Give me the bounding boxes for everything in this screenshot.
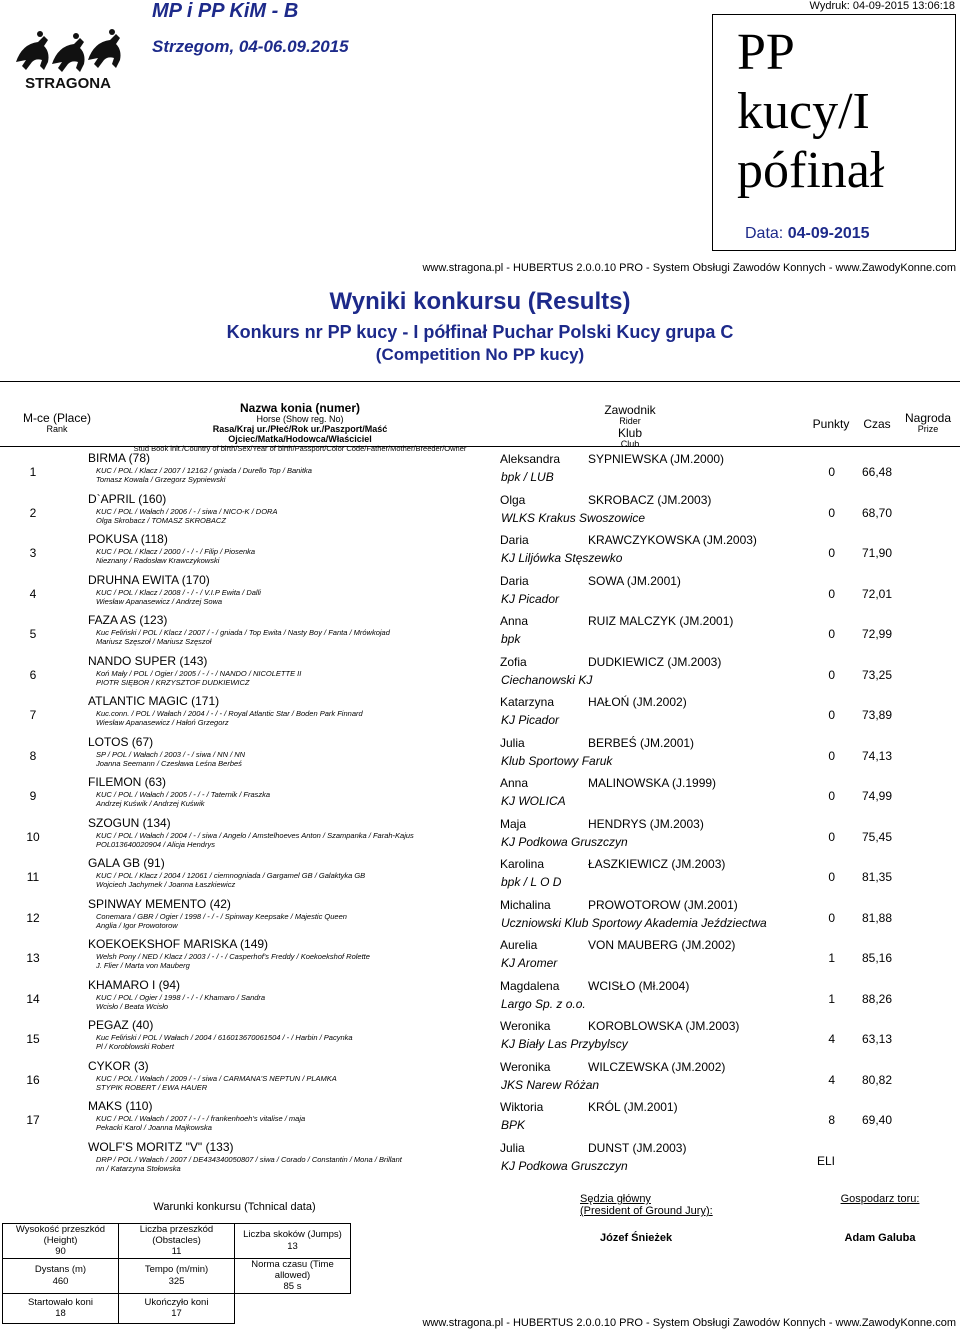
horse-name: DRUHNA EWITA (170) [88,573,210,587]
horse-pedigree: Kuc Feliński / POL / Wałach / 2004 / 616013670061504 / - / Harbin / Pacynka [96,1033,353,1042]
result-rank: 11 [26,870,40,884]
horse-details [96,993,496,1011]
result-rank: 16 [26,1073,40,1087]
club-name: bpk [501,632,521,646]
rider-first-name: Weronika [500,1019,551,1033]
horse-pedigree: SP / POL / Wałach / 2003 / - / siwa / NN / NN [96,750,246,759]
result-time: 73,25 [861,668,892,682]
result-rank: 10 [26,830,40,844]
result-time: 74,13 [861,749,892,763]
horse-pedigree: Kuc Feliński / POL / Klacz / 2007 / - / gniada / Top Ewita / Nasty Boy / Fanta / Mrówkojad [96,628,390,637]
horse-pedigree: Welsh Pony / NED / Klacz / 2003 / - / - / Casperhof's Freddy / Koekoekshof Rolette [96,952,370,961]
col-rider: Zawodnik Rider Klub Club [604,403,656,450]
result-points: 4 [828,1032,835,1046]
club-name: Largo Sp. z o.o. [501,997,586,1011]
club-name: Klub Sportowy Faruk [501,754,613,768]
horse-details [96,547,496,565]
horse-owner: Wojciech Jachymek / Joanna Łaszkiewicz [96,880,236,889]
horse-details [96,1033,496,1051]
result-time: 68,70 [861,506,892,520]
table-header [0,381,960,453]
result-rank: 2 [29,506,37,520]
horse-owner: Tomasz Kowala / Grzegorz Sypniewski [96,475,226,484]
club-name: bpk / LUB [501,470,554,484]
result-row [0,1099,960,1139]
rider-last-name: SOWA (JM.2001) [588,574,681,588]
rider-first-name: Weronika [500,1060,551,1074]
horse-details [96,790,496,808]
rider-first-name: Aurelia [500,938,538,952]
horse-owner: Wcisło / Beata Wcisło [96,1002,169,1011]
rider-last-name: DUNST (JM.2003) [588,1141,687,1155]
result-row [0,856,960,896]
horse-name: KHAMARO I (94) [88,978,181,992]
results-title: Wyniki konkursu (Results) [329,288,631,315]
result-rank: 8 [29,749,37,763]
result-time: 81,35 [861,870,892,884]
result-points: 4 [828,1073,835,1087]
horse-name: FILEMON (63) [88,775,167,789]
rider-first-name: Michalina [500,898,551,912]
rider-last-name: VON MAUBERG (JM.2002) [588,938,736,952]
horse-name: PEGAZ (40) [88,1018,154,1032]
class-name: PP kucy/I pófinał [737,24,885,199]
rider-last-name: PROWOTOROW (JM.2001) [588,898,738,912]
result-time: 72,01 [861,587,892,601]
horse-details [96,750,496,768]
host-label: Gospodarz toru: [840,1193,920,1205]
result-points: 0 [828,708,835,722]
horse-owner: Joanna Seemann / Czesława Leśna Berbeś [96,759,242,768]
result-row [0,654,960,694]
rider-last-name: SKROBACZ (JM.2003) [588,493,712,507]
horse-name: GALA GB (91) [88,856,165,870]
result-row [0,1018,960,1058]
result-points: 0 [828,668,835,682]
stragona-logo [8,22,128,92]
rider-first-name: Wiktoria [500,1100,544,1114]
club-name: KJ WOLICA [501,794,566,808]
result-time: 81,88 [861,911,892,925]
horse-details [96,709,496,727]
horse-details [96,952,496,970]
result-time: 63,13 [861,1032,892,1046]
rider-last-name: WILCZEWSKA (JM.2002) [588,1060,726,1074]
class-date-value: 04-09-2015 [787,225,870,242]
horse-details [96,628,496,646]
result-row [0,978,960,1018]
tech-height: Wysokość przeszkód (Height) 90 [3,1223,119,1258]
result-points: 0 [828,789,835,803]
result-time: 71,90 [861,546,892,560]
result-row [0,1140,960,1180]
horse-owner: STYPIK ROBERT / EWA HAUER [96,1083,208,1092]
club-name: KJ Podkowa Gruszczyn [501,835,628,849]
horse-details [96,507,496,525]
horse-details [96,1155,496,1173]
horse-name: CYKOR (3) [88,1059,149,1073]
result-rank: 15 [26,1032,40,1046]
result-row [0,775,960,815]
result-row [0,735,960,775]
result-row [0,897,960,937]
competition-number: (Competition No PP kucy) [375,345,585,364]
tech-finished: Ukończyło koni 17 [119,1293,235,1323]
result-time: 72,99 [861,627,892,641]
rider-last-name: DUDKIEWICZ (JM.2003) [588,655,722,669]
result-points: 0 [828,830,835,844]
result-points: 0 [828,870,835,884]
result-rank: 6 [29,668,37,682]
col-time: Czas [863,417,891,431]
horse-pedigree: KUC / POL / Klacz / 2008 / - / - / V.I.P Ewita / Dalli [96,588,261,597]
result-points: 0 [828,627,835,641]
horse-pedigree: KUC / POL / Wałach / 2004 / - / siwa / Angelo / Amstelhoeves Anton / Szampanka / Farah-Kajus [96,831,414,840]
rider-first-name: Karolina [500,857,545,871]
rider-last-name: MALINOWSKA (J.1999) [588,776,717,790]
technical-data-table [2,1193,351,1324]
rider-first-name: Daria [500,574,529,588]
horse-owner: Pl / Koroblowski Robert [96,1042,174,1051]
horse-owner: PIOTR SIĘBOR / KRZYSZTOF DUDKIEWICZ [96,678,250,687]
event-title: MP i PP KiM - B [152,0,299,22]
competition-title: Konkurs nr PP kucy - I półfinał Puchar Polski Kucy grupa C [226,322,734,342]
rider-last-name: KRAWCZYKOWSKA (JM.2003) [588,533,757,547]
result-row [0,1059,960,1099]
result-row [0,613,960,653]
horse-details [96,466,496,484]
horse-owner: nn / Katarzyna Stołowska [96,1164,181,1173]
result-time: 74,99 [861,789,892,803]
col-horse: Nazwa konia (numer) Horse (Show reg. No) Rasa/Kraj ur./Płeć/Rok ur./Paszport/Maść Ojciec/Matka/Hodowca/Właściciel Stud Book init./Country of birth/Sex/Year of birth/Passport/Color Code/Father/Mother/Breeder/Owner [133,401,467,453]
result-time: 80,82 [861,1073,892,1087]
class-date-label: Data: [745,225,784,242]
horse-owner: Mariusz Szęszoł / Mariusz Szęszoł [96,637,212,646]
system-info-top: www.stragona.pl - HUBERTUS 2.0.0.10 PRO - System Obsługi Zawodów Konnych - www.ZawodyKonne.com [422,262,956,274]
result-rank: 7 [29,708,37,722]
col-place: M-ce (Place) Rank [22,411,91,435]
rider-last-name: KRÓL (JM.2001) [588,1100,678,1114]
technical-data-title: Warunki konkursu (Tchnical data) [119,1193,351,1223]
result-rank: 17 [26,1113,40,1127]
horse-pedigree: DRP / POL / Wałach / 2007 / DE434340050807 / siwa / Corado / Constantin / Mona / Brillant [96,1155,402,1164]
horse-pedigree: KUC / POL / Wałach / 2007 / - / - / frankenhoeh's vitalise / maja [96,1114,306,1123]
horse-owner: J. Flier / Marta von Mauberg [96,961,190,970]
rider-first-name: Daria [500,533,529,547]
horse-name: KOEKOEKSHOF MARISKA (149) [88,937,269,951]
horse-owner: Wiesław Apanasewicz / Hałoń Grzegorz [96,718,229,727]
horse-pedigree: KUC / POL / Klacz / 2000 / - / - / Filip / Piosenka [96,547,256,556]
horse-name: SPINWAY MEMENTO (42) [88,897,231,911]
club-name: KJ Picador [501,713,560,727]
rider-first-name: Julia [500,736,525,750]
tech-distance: Dystans (m) 460 [3,1258,119,1293]
horse-name: LOTOS (67) [88,735,154,749]
result-time: 75,45 [861,830,892,844]
horse-details [96,831,496,849]
result-points: 1 [828,992,835,1006]
result-points: 0 [828,506,835,520]
club-name: KJ Liljówka Stęszewko [501,551,623,565]
rider-first-name: Maja [500,817,527,831]
rider-first-name: Anna [500,614,529,628]
horse-owner: Nieznany / Radosław Krawczykowski [96,556,220,565]
result-rank: 9 [29,789,37,803]
rider-last-name: ŁASZKIEWICZ (JM.2003) [588,857,726,871]
result-points: 0 [828,587,835,601]
horse-pedigree: Kuc.conn. / POL / Wałach / 2004 / - / - / Royal Atlantic Star / Boden Park Finnard [96,709,363,718]
horse-details [96,1074,496,1092]
result-rank: 5 [29,627,37,641]
result-row [0,573,960,613]
club-name: KJ Picador [501,592,560,606]
horse-pedigree: KUC / POL / Wałach / 2009 / - / siwa / CARMANA'S NEPTUN / PLAMKA [96,1074,337,1083]
horse-name: SZOGUN (134) [88,816,171,830]
rider-last-name: WCISŁO (Mł.2004) [588,979,690,993]
rider-first-name: Magdalena [500,979,560,993]
club-name: BPK [501,1118,526,1132]
result-time: 85,16 [861,951,892,965]
rider-last-name: HENDRYS (JM.2003) [588,817,704,831]
tech-tempo: Tempo (m/min) 325 [119,1258,235,1293]
horse-pedigree: Koń Mały / POL / Ogier / 2005 / - / - / NANDO / NICOLETTE II [96,669,302,678]
rider-last-name: KOROBLOWSKA (JM.2003) [588,1019,740,1033]
system-info-bottom: www.stragona.pl - HUBERTUS 2.0.0.10 PRO - System Obsługi Zawodów Konnych - www.ZawodyKonne.com [422,1317,956,1329]
result-row [0,532,960,572]
result-rank: 4 [29,587,37,601]
rider-last-name: SYPNIEWSKA (JM.2000) [588,452,725,466]
horse-owner: Andrzej Kuświk / Andrzej Kuświk [96,799,205,808]
horse-owner: Pekacki Karol / Joanna Majkowska [96,1123,212,1132]
horse-pedigree: KUC / POL / Wałach / 2005 / - / - / Taternik / Fraszka [96,790,271,799]
result-rank: 1 [29,465,37,479]
rider-first-name: Julia [500,1141,525,1155]
result-points: ELI [816,1154,835,1168]
result-row [0,816,960,856]
judge-name: Józef Śnieżek [600,1232,673,1244]
result-row [0,937,960,977]
horse-name: NANDO SUPER (143) [88,654,208,668]
result-time: 69,40 [861,1113,892,1127]
event-place: Strzegom, 04-06.09.2015 [152,37,349,56]
horse-details [96,912,496,930]
result-points: 0 [828,465,835,479]
horse-owner: Anglia / Igor Prowotorow [96,921,178,930]
result-row [0,694,960,734]
class-date [745,225,870,243]
club-name: JKS Narew Różan [501,1078,600,1092]
result-time: 73,89 [861,708,892,722]
horse-details [96,669,496,687]
club-name: WLKS Krakus Swoszowice [501,511,646,525]
horse-name: WOLF'S MORITZ "V" (133) [88,1140,234,1154]
club-name: bpk / L O D [501,875,562,889]
horse-name: MAKS (110) [88,1099,153,1113]
horse-name: POKUSA (118) [88,532,168,546]
rider-first-name: Zofia [500,655,527,669]
result-rank: 14 [26,992,40,1006]
club-name: KJ Podkowa Gruszczyn [501,1159,628,1173]
rider-last-name: HAŁOŃ (JM.2002) [588,695,687,709]
horse-details [96,1114,496,1132]
result-points: 0 [828,546,835,560]
rider-last-name: RUIZ MALCZYK (JM.2001) [588,614,734,628]
tech-obstacles: Liczba przeszkód (Obstacles) 11 [119,1223,235,1258]
horse-details [96,871,496,889]
tech-time-allowed: Norma czasu (Time allowed) 85 s [235,1258,351,1293]
club-name: Ciechanowski KJ [501,673,593,687]
rider-first-name: Olga [500,493,526,507]
horse-owner: POL013640020904 / Alicja Hendrys [96,840,215,849]
horse-name: FAZA AS (123) [88,613,168,627]
tech-jumps: Liczba skoków (Jumps) 13 [235,1223,351,1258]
result-points: 1 [828,951,835,965]
result-row [0,451,960,491]
col-prize: Nagroda Prize [904,411,952,435]
print-timestamp: Wydruk: 04-09-2015 13:06:18 [809,0,955,12]
horse-pedigree: KUC / POL / Klacz / 2004 / 12061 / ciemnogniada / Gargamel GB / Galaktyka GB [96,871,366,880]
logo-text: STRAGONA [25,75,111,92]
host-name: Adam Galuba [844,1232,916,1244]
horse-owner: Wiesław Apanasewicz / Andrzej Sowa [96,597,223,606]
result-rank: 12 [26,911,40,925]
result-time: 88,26 [861,992,892,1006]
rider-last-name: BERBEŚ (JM.2001) [588,736,695,750]
tech-started: Startowało koni 18 [3,1293,119,1323]
result-points: 0 [828,749,835,763]
col-points: Punkty [812,417,850,431]
horse-pedigree: Conemara / GBR / Ogier / 1998 / - / - / Spinway Keepsake / Majestic Queen [96,912,347,921]
club-name: KJ Aromer [501,956,558,970]
horse-pedigree: KUC / POL / Klacz / 2007 / 12162 / gniada / Durello Top / Banitka [96,466,312,475]
result-time: 66,48 [861,465,892,479]
club-name: KJ Biały Las Przybylscy [501,1037,628,1051]
horse-pedigree: KUC / POL / Wałach / 2006 / - / siwa / NICO-K / DORA [96,507,278,516]
class-box [712,14,956,251]
club-name: Uczniowski Klub Sportowy Akademia Jeździectwa [501,916,767,930]
horse-name: ATLANTIC MAGIC (171) [88,694,220,708]
judge-label: Sędzia główny (President of Ground Jury): [580,1193,713,1217]
rider-first-name: Aleksandra [500,452,561,466]
horse-pedigree: KUC / POL / Ogier / 1998 / - / - / Khamaro / Sandra [96,993,266,1002]
result-row [0,492,960,532]
horse-name: D`APRIL (160) [88,492,167,506]
result-rank: 3 [29,546,37,560]
result-points: 8 [828,1113,835,1127]
horse-owner: Olga Skrobacz / TOMASZ SKROBACZ [96,516,226,525]
result-rank: 13 [26,951,40,965]
result-points: 0 [828,911,835,925]
rider-first-name: Anna [500,776,529,790]
horse-name: BIRMA (78) [88,451,151,465]
rider-first-name: Katarzyna [500,695,555,709]
horse-details [96,588,496,606]
